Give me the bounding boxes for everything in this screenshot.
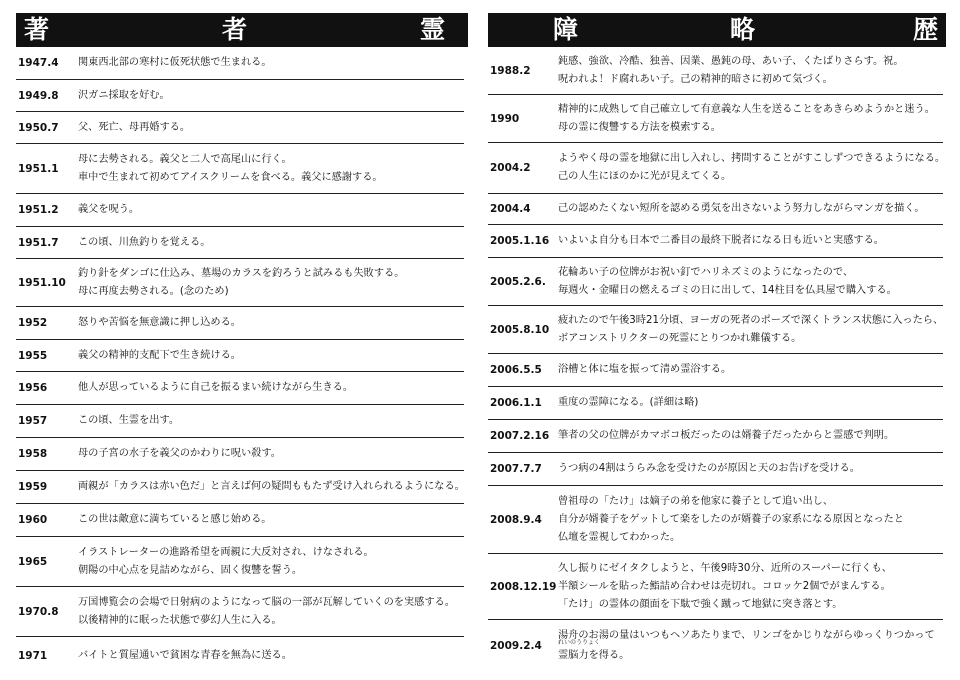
row-text: イラストレーターの進路希望を両親に大反対され、けなされる。 朝陽の中心点を見詰めながら、固く復讐を誓う。 [78,546,374,576]
row-text: 父、死亡、母再婚する。 [78,121,191,133]
row-date: 2005.1.16 [490,235,550,247]
timeline-row [16,438,464,471]
row-date: 1988.2 [490,64,531,77]
row-date: 2006.1.1 [490,397,542,409]
timeline-row [16,637,464,675]
timeline-row [16,372,464,405]
row-date: 1970.8 [18,605,59,618]
row-date: 2006.5.5 [490,364,542,376]
header-char-4: 障 [553,15,579,44]
timeline-row [488,387,943,420]
row-date: 1951.2 [18,204,59,216]
timeline-row [488,225,943,258]
row-date: 1952 [18,317,48,329]
row-text: 鈍感、強欲、冷酷、独善、因業、愚鈍の母、あい子、くたばりさらす。祝。 呪われよ！ド腐れあい子。己の精神的暗さに初めて気づく。 [558,55,904,85]
timeline-row [488,306,943,354]
row-text: 精神的に成熟して自己確立して有意義な人生を送ることをあきらめようかと迷う。 母の霊に復讐する方法を模索する。 [558,103,935,133]
right-header-bar [488,13,946,47]
row-date: 1947.4 [18,57,59,69]
header-char-2: 者 [222,15,248,44]
row-text: この世は敵意に満ちていると感じ始める。 [78,514,272,525]
row-text: 己の認めたくない短所を認める勇気を出さないよう努力しながらマンガを描く。 [558,203,925,214]
timeline-row [16,504,464,537]
row-date: 1951.1 [18,162,59,175]
row-date: 2004.2 [490,162,531,174]
timeline-row [16,587,464,637]
row-date: 1955 [18,349,48,362]
row-text: 母の子宮の水子を義父のかわりに呪い殺す。 [78,448,281,459]
timeline-row [16,340,464,372]
timeline-row [16,144,464,194]
row-date: 1965 [18,555,48,568]
timeline-row [16,537,464,587]
timeline-row [488,143,946,194]
left-timeline [16,47,464,675]
row-text: 浴槽と体に塩を振って清め霊浴する。 [558,364,732,375]
row-text: いよいよ自分も日本で二番目の最終下脱者になる日も近いと実感する。 [558,235,884,246]
row-date: 2009.2.4 [490,640,542,652]
row-date: 1971 [18,650,48,662]
row-text: 湯舟のお湯の量はいつもヘソあたりまで、リンゴをかじりながらゆっくりつかって れいのうりょく 霊脳力を得る。 [558,627,943,665]
row-text: 義父の精神的支配下で生き続ける。 [78,349,241,361]
timeline-row [16,227,464,259]
row-date: 1949.8 [18,89,59,102]
row-date: 1957 [18,415,48,427]
timeline-row [488,620,943,672]
timeline-row [16,112,464,144]
row-date: 2007.7.7 [490,463,542,475]
row-date: 1960 [18,514,48,526]
ruby-reading: れいのうりょく [558,639,601,646]
row-date: 2007.2.16 [490,430,550,442]
right-page [480,0,960,680]
row-text: 久し振りにゼイタクしようと、午後9時30分、近所のスーパーに行くも、 半額シールを貼った鮨詰め合わせは売切れ。コロッケ2個でがまんする。 「たけ」の霊体の顔面を下駄で強く蹴って地獄に突き落とす。 [558,562,892,610]
row-text: 義父を呪う。 [78,204,140,215]
timeline-row [16,307,464,340]
row-text: 筆者の父の位牌がカマボコ板だったのは婿養子だったからと霊感で判明。 [558,430,895,441]
timeline-row [16,471,464,504]
timeline-row [488,486,943,554]
row-date: 1951.7 [18,236,59,249]
row-date: 1958 [18,448,48,460]
timeline-row [488,420,943,453]
header-char-3: 霊 [420,15,446,44]
timeline-row [16,47,464,80]
row-date: 2005.2.6. [490,275,546,288]
timeline-row [488,194,943,225]
timeline-row [488,47,943,95]
timeline-row [488,354,943,387]
ruby-annotated-word: れいのうりょく 霊脳力 [558,639,601,661]
row-text: 母に去勢される。義父と二人で高尾山に行く。 車中で生まれて初めてアイスクリームを食べる。義父に感謝する。 [78,153,383,183]
right-timeline [488,47,946,672]
row-text: バイトと質屋通いで貧困な青春を無為に送る。 [78,650,292,661]
timeline-row [488,95,943,143]
row-date: 1956 [18,382,48,394]
row-text: 万国博覧会の会場で日射病のようになって脳の一部が瓦解していくのを実感する。 以後精神的に眠った状態で夢幻人生に入る。 [78,596,455,626]
row-text: 花輪あい子の位牌がお祝い釘でハリネズミのようになったので、 毎週火・金曜日の燃えるゴミの日に出して、14柱目を仏具屋で購入する。 [558,266,897,296]
row-text: ようやく母の霊を地獄に出し入れし、拷問することがすこしずつできるようになる。 己の人生にほのかに光が見えてくる。 [558,153,946,182]
row-text: この頃、生霊を出す。 [78,415,180,426]
row-date: 1951.10 [18,276,66,289]
row-date: 2008.12.19 [490,580,557,593]
header-char-5: 略 [730,15,756,44]
row-text: うつ病の4割はうらみ念を受けたのが原因と天のお告げを受ける。 [558,463,860,474]
row-text: 他人が思っているように自己を振るまい続けながら生きる。 [78,382,354,393]
timeline-row [488,258,943,306]
header-char-1: 著 [24,15,50,44]
timeline-row [16,259,464,307]
row-text: 怒りや苦悩を無意識に押し込める。 [78,317,241,328]
row-text: 沢ガニ採取を好む。 [78,89,170,101]
row-date: 1990 [490,112,520,125]
left-header-bar [16,13,468,47]
row-text: 重度の霊障になる。(詳細は略) [558,397,699,408]
timeline-row [16,405,464,438]
timeline-row [488,554,943,620]
row-text: この頃、川魚釣りを覚える。 [78,236,211,248]
timeline-row [16,80,464,112]
row-date: 2004.4 [490,203,531,215]
row-text: 釣り針をダンゴに仕込み、墓場のカラスを釣ろうと試みるも失敗する。 母に再度去勢される。(念のため) [78,267,405,297]
row-text: 関東西北部の寒村に仮死状態で生まれる。 [78,57,272,68]
header-char-6: 歴 [913,15,939,44]
row-date: 1950.7 [18,121,59,134]
row-date: 1959 [18,481,48,493]
timeline-row [488,453,943,486]
row-text: 疲れたので午後3時21分頃、ヨーガの死者のポーズで深くトランス状態に入ったら、 ボアコンストリクターの死霊にとりつかれ難儀する。 [558,314,944,344]
row-date: 2005.8.10 [490,323,550,336]
row-date: 2008.9.4 [490,513,542,526]
timeline-row [16,194,464,227]
row-text: 両親が「カラスは赤い色だ」と言えば何の疑問ももたず受け入れられるようになる。 [78,481,465,492]
row-text: 曾祖母の「たけ」は嫡子の弟を他家に養子として追い出し、 自分が婿養子をゲットして楽をしたのが婿養子の家系になる原因となったと 仏壇を霊視してわかった。 [558,495,904,543]
